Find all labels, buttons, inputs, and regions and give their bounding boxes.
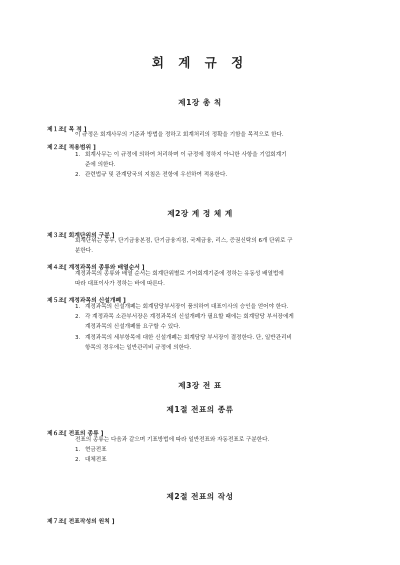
article-5-item-1 (75, 303, 360, 313)
chapter-1-heading: 제1장 총 칙 (178, 98, 222, 107)
section-1-heading: 제1절 전표의 종류 (166, 405, 234, 414)
item-number: 1. (75, 152, 81, 158)
item-text: 관련법규 및 관계당국의 지침은 전항에 우선하여 적용한다. (85, 172, 228, 178)
article-5-item-2 (75, 313, 360, 332)
article-7-title: 제７조[ 전표작성의 원칙 ] (47, 519, 115, 525)
item-text: 현금전표 (85, 447, 107, 453)
article-4-title: 제４조[ 계정과목의 종류와 배열순서 ] (47, 265, 145, 271)
document-title: 회 계 규 정 (151, 55, 249, 70)
item-text-continued: 계정과목의 신설개폐를 요구할 수 있다. (85, 323, 181, 330)
item-number: 2. (75, 457, 81, 463)
item-text: 회계사무는 이 규정에 의하여 처리하며 이 규정에 정하지 아니한 사항을 기업회계기 (85, 152, 287, 158)
item-number: 2. (75, 314, 81, 320)
item-text-continued: 항목의 경우에는 일반관리비 규정에 의한다. (85, 344, 192, 351)
article-5-item-3 (75, 334, 360, 353)
article-3-line-1: 회계단위는 총무, 단기금융본점, 단기금융지점, 국제금융, 리스, 증권신탁의 6개 단위로 구 (75, 238, 293, 244)
section-2-heading: 제2절 전표의 작성 (166, 492, 234, 501)
item-number: 2. (75, 172, 81, 178)
item-text: 계정과목의 신설개폐는 회계담당부서장이 품의하여 대표이사의 승인을 얻어야 한다. (85, 304, 289, 310)
article-4-text (75, 270, 358, 289)
article-6-item-1 (75, 446, 360, 456)
item-text: 각 계정과목 소관부서장은 계정과목의 신설개폐가 필요할 때에는 회계담당 부서장에게 (85, 314, 294, 320)
item-text: 계정과목의 세부항목에 대한 신설개폐는 회계담당 부서장이 결정한다. 단, 일반관리비 (85, 335, 292, 341)
item-number: 3. (75, 335, 81, 341)
chapter-3-heading: 제3장 전 표 (178, 381, 222, 390)
article-5-title: 제５조[ 계정과목의 신설개폐 ] (47, 298, 126, 304)
item-text: 대체전표 (85, 457, 107, 463)
item-number: 1. (75, 447, 81, 453)
article-1-text: 이 규정은 회계사무의 기준과 방법을 정하고 회계처리의 정확을 기함을 목적으로 한다. (75, 132, 284, 138)
article-2-title: 제２조[ 적용범위 ] (47, 145, 96, 151)
article-3-line-2: 분한다. (75, 247, 93, 254)
article-6-text: 전표의 종류는 다음과 같으며 기표방법에 따라 일반전표와 자동전표로 구분한다. (75, 437, 270, 443)
item-text-continued: 준에 의한다. (85, 161, 116, 168)
article-2-item-1 (75, 151, 360, 170)
article-3-title: 제３조[ 회계단위의 구분 ] (47, 233, 115, 239)
article-6-item-2 (75, 456, 360, 466)
article-4-line-2: 따라 대표이사가 정하는 바에 따른다. (75, 280, 165, 287)
article-1-title: 제１조[ 목 적 ] (47, 127, 87, 133)
article-2-item-2 (75, 171, 360, 181)
article-6-title: 제６조[ 전표의 종류 ] (47, 431, 104, 437)
article-3-text (75, 237, 358, 256)
article-4-line-1: 계정과목의 종류와 배열 순서는 회계단위별로 기어회계기준에 정하는 유동성 배열법에 (75, 271, 284, 277)
chapter-2-heading: 제2장 계 정 체 계 (167, 209, 233, 218)
item-number: 1. (75, 304, 81, 310)
